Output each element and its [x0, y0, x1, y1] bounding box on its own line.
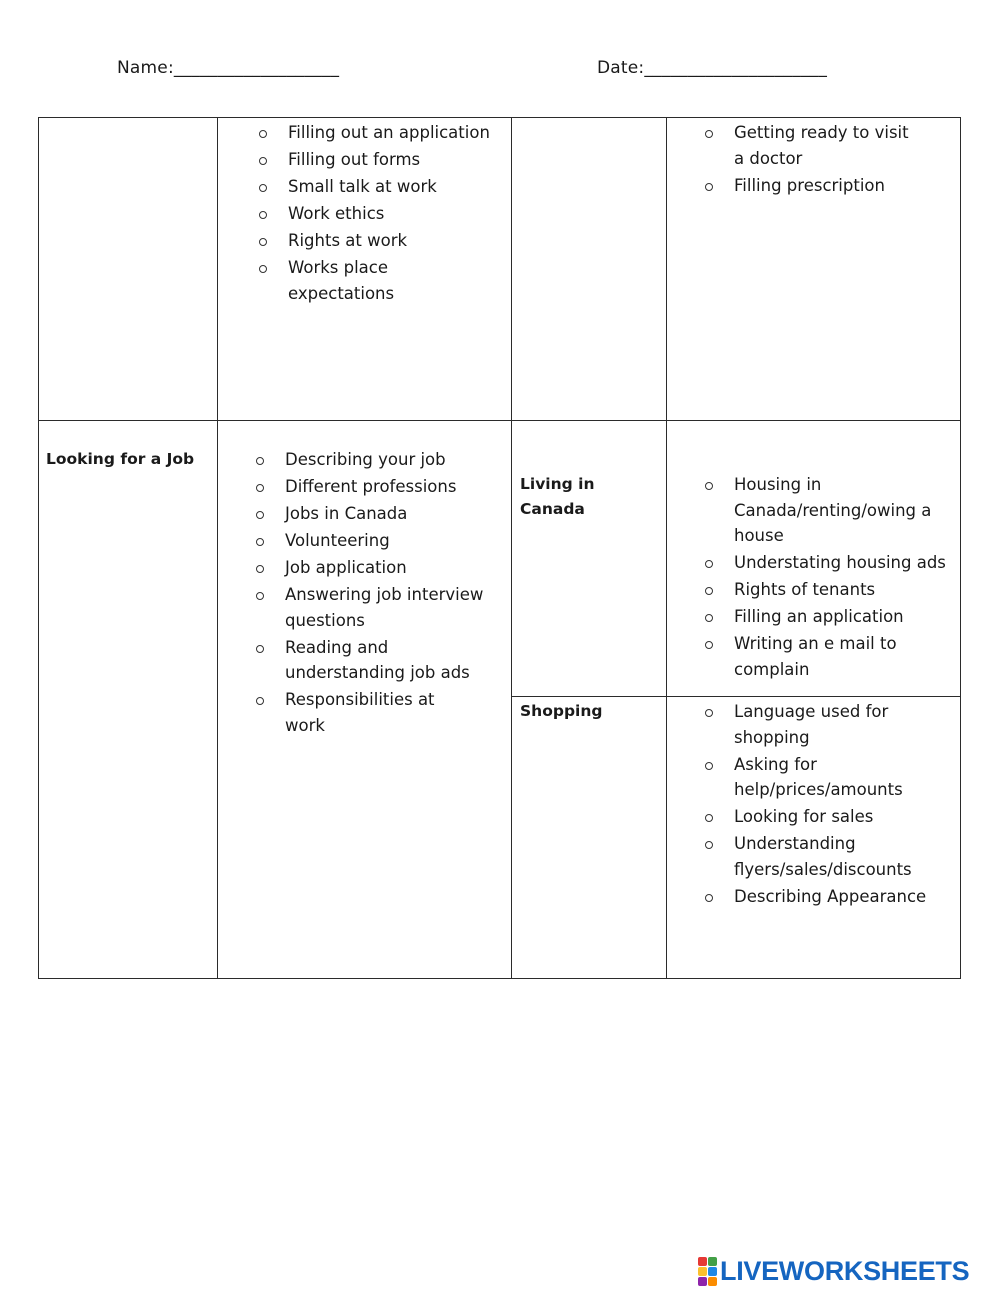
list-item: Filling out an application: [255, 120, 500, 146]
list-item: Language used for shopping: [701, 699, 904, 750]
row1-left-topic-cell: [38, 117, 218, 421]
list-item: Understating housing ads: [701, 550, 951, 576]
looking-for-job-topic: Looking for a Job: [46, 450, 195, 468]
living-topic-cell: [511, 420, 667, 697]
list-item: Filling an application: [701, 604, 951, 630]
list-item: Rights at work: [255, 228, 500, 254]
list-item: Volunteering: [252, 528, 477, 554]
list-item: Work ethics: [255, 201, 500, 227]
name-field[interactable]: Name:___________________: [117, 58, 340, 78]
liveworksheets-logo[interactable]: [698, 1256, 969, 1286]
living-in-canada-list: [701, 472, 951, 684]
list-item: Rights of tenants: [701, 577, 951, 603]
logo-block: [698, 1267, 707, 1276]
row1-left-list: [255, 120, 500, 308]
logo-blocks-icon: [698, 1257, 717, 1286]
list-item: Filling prescription: [701, 173, 921, 199]
living-items-cell: [666, 420, 961, 697]
list-item: Reading and understanding job ads: [252, 635, 485, 686]
list-item: Job application: [252, 555, 477, 581]
shopping-items-cell: [666, 696, 961, 979]
shopping-topic: Shopping: [520, 702, 603, 720]
logo-block: [698, 1257, 707, 1266]
list-item: Housing in Canada/renting/owing a house: [701, 472, 939, 549]
list-item: Small talk at work: [255, 174, 500, 200]
brand-name: LIVEWORKSHEETS: [720, 1255, 970, 1286]
list-item: Different professions: [252, 474, 477, 500]
living-in-canada-topic: Living in Canada: [520, 475, 595, 518]
logo-block: [708, 1277, 717, 1286]
list-item: Writing an e mail to complain: [701, 631, 934, 682]
shopping-topic-cell: [511, 696, 667, 979]
logo-block: [708, 1267, 717, 1276]
list-item: Filling out forms: [255, 147, 500, 173]
shopping-list: [701, 699, 951, 911]
list-item: Getting ready to visit a doctor: [701, 120, 921, 171]
list-item: Looking for sales: [701, 804, 951, 830]
list-item: Jobs in Canada: [252, 501, 477, 527]
list-item: Understanding flyers/sales/discounts: [701, 831, 934, 882]
list-item: Answering job interview questions: [252, 582, 495, 633]
row1-right-list: [701, 120, 921, 200]
looking-for-job-list: [252, 447, 484, 740]
row1-right-topic-cell: [511, 117, 667, 421]
date-field[interactable]: Date:_____________________: [597, 58, 828, 78]
list-item: Works place expectations: [255, 255, 408, 306]
list-item: Describing Appearance: [701, 884, 951, 910]
row1-right-items-cell: [666, 117, 961, 421]
logo-block: [698, 1277, 707, 1286]
logo-block: [708, 1257, 717, 1266]
row2-left-items-cell: [217, 420, 512, 979]
list-item: Describing your job: [252, 447, 477, 473]
row1-left-items-cell: [217, 117, 512, 421]
list-item: Responsibilities at work: [252, 687, 477, 738]
row2-left-topic-cell: [38, 420, 218, 979]
list-item: Asking for help/prices/amounts: [701, 752, 924, 803]
